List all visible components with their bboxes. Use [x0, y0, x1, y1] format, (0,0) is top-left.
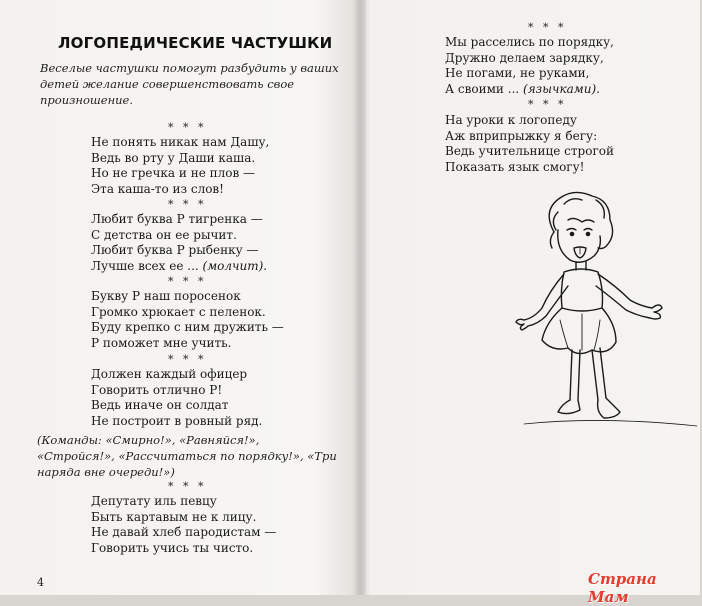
verse-line: Говорить учись ты чисто.: [91, 540, 254, 555]
commands-note: (Команды: «Смирно!», «Равняйся!», «Стройся!», «Рассчитаться по порядку!», «Три наряда вне очереди!»): [37, 433, 337, 479]
verse-line: Ведь учительнице строгой: [445, 144, 614, 158]
girl-illustration: [512, 190, 702, 440]
verse-line: Ведь во рту у Даши каша.: [91, 150, 256, 165]
verse-line: Не погами, не руками,: [445, 66, 590, 80]
verse-line: Не понять никак нам Дашу,: [91, 135, 270, 149]
verse-line: Дружно делаем зарядку,: [445, 50, 604, 65]
stanza: [91, 135, 269, 197]
verse-line: Любит буква Р рыбенку —: [91, 243, 259, 257]
verse-line: Буду крепко с ним дружить —: [91, 320, 284, 334]
verse-line: [445, 82, 614, 98]
answer-text: (молчит).: [202, 258, 268, 273]
verse-line: Не построит в ровный ряд.: [91, 413, 263, 428]
stars-separator: * * *: [168, 480, 207, 493]
stars-separator: * * *: [168, 353, 207, 366]
page-title: ЛОГОПЕДИЧЕСКИЕ ЧАСТУШКИ: [58, 34, 333, 52]
verse-line: Депутату иль певцу: [91, 494, 217, 508]
stanza: [445, 113, 614, 175]
watermark-logo: Страна Мам: [588, 570, 657, 606]
intro-text: Веселые частушки помогут разбудить у ваших детей желание совершенствовать свое произношение.: [40, 61, 339, 107]
stars-separator: * * *: [168, 275, 207, 288]
verse-line: Букву Р наш поросенок: [91, 289, 241, 303]
verse-line: Говорить отлично Р!: [91, 382, 223, 397]
verse-line: [91, 259, 267, 275]
stars-separator: * * *: [528, 98, 567, 111]
right-page: [362, 0, 700, 595]
verse-line: Громко хрюкает с пеленок.: [91, 304, 266, 319]
verse-line: На уроки к логопеду: [445, 113, 577, 127]
stars-separator: * * *: [168, 198, 207, 211]
verse-line: Аж вприпрыжку я бегу:: [445, 128, 598, 143]
verse-text: Лучше всех ее ...: [91, 258, 199, 273]
left-page: [0, 0, 357, 595]
answer-text: (язычками).: [523, 81, 600, 96]
verse-line: Р поможет мне учить.: [91, 335, 232, 350]
stars-separator: * * *: [528, 21, 567, 34]
verse-line: Должен каждый офицер: [91, 367, 248, 381]
verse-line: С детства он ее рычит.: [91, 227, 237, 242]
stanza: [91, 212, 267, 274]
verse-line: Быть картавым не к лицу.: [91, 509, 257, 524]
stanza: [445, 35, 614, 97]
verse-line: Показать язык смогу!: [445, 159, 585, 174]
stanza: [91, 494, 276, 556]
page-number: 4: [37, 576, 44, 589]
verse-line: Мы расселись по порядку,: [445, 35, 614, 49]
verse-line: Любит буква Р тигренка —: [91, 212, 263, 226]
verse-line: Но не гречка и не плов —: [91, 166, 256, 180]
verse-text: А своими ...: [445, 81, 520, 96]
stars-separator: * * *: [168, 121, 207, 134]
stanza: [91, 367, 262, 429]
verse-line: Ведь иначе он солдат: [91, 398, 229, 412]
verse-line: Не давай хлеб пародистам —: [91, 525, 277, 539]
verse-line: Эта каша-то из слов!: [91, 181, 224, 196]
stanza: [91, 289, 284, 351]
